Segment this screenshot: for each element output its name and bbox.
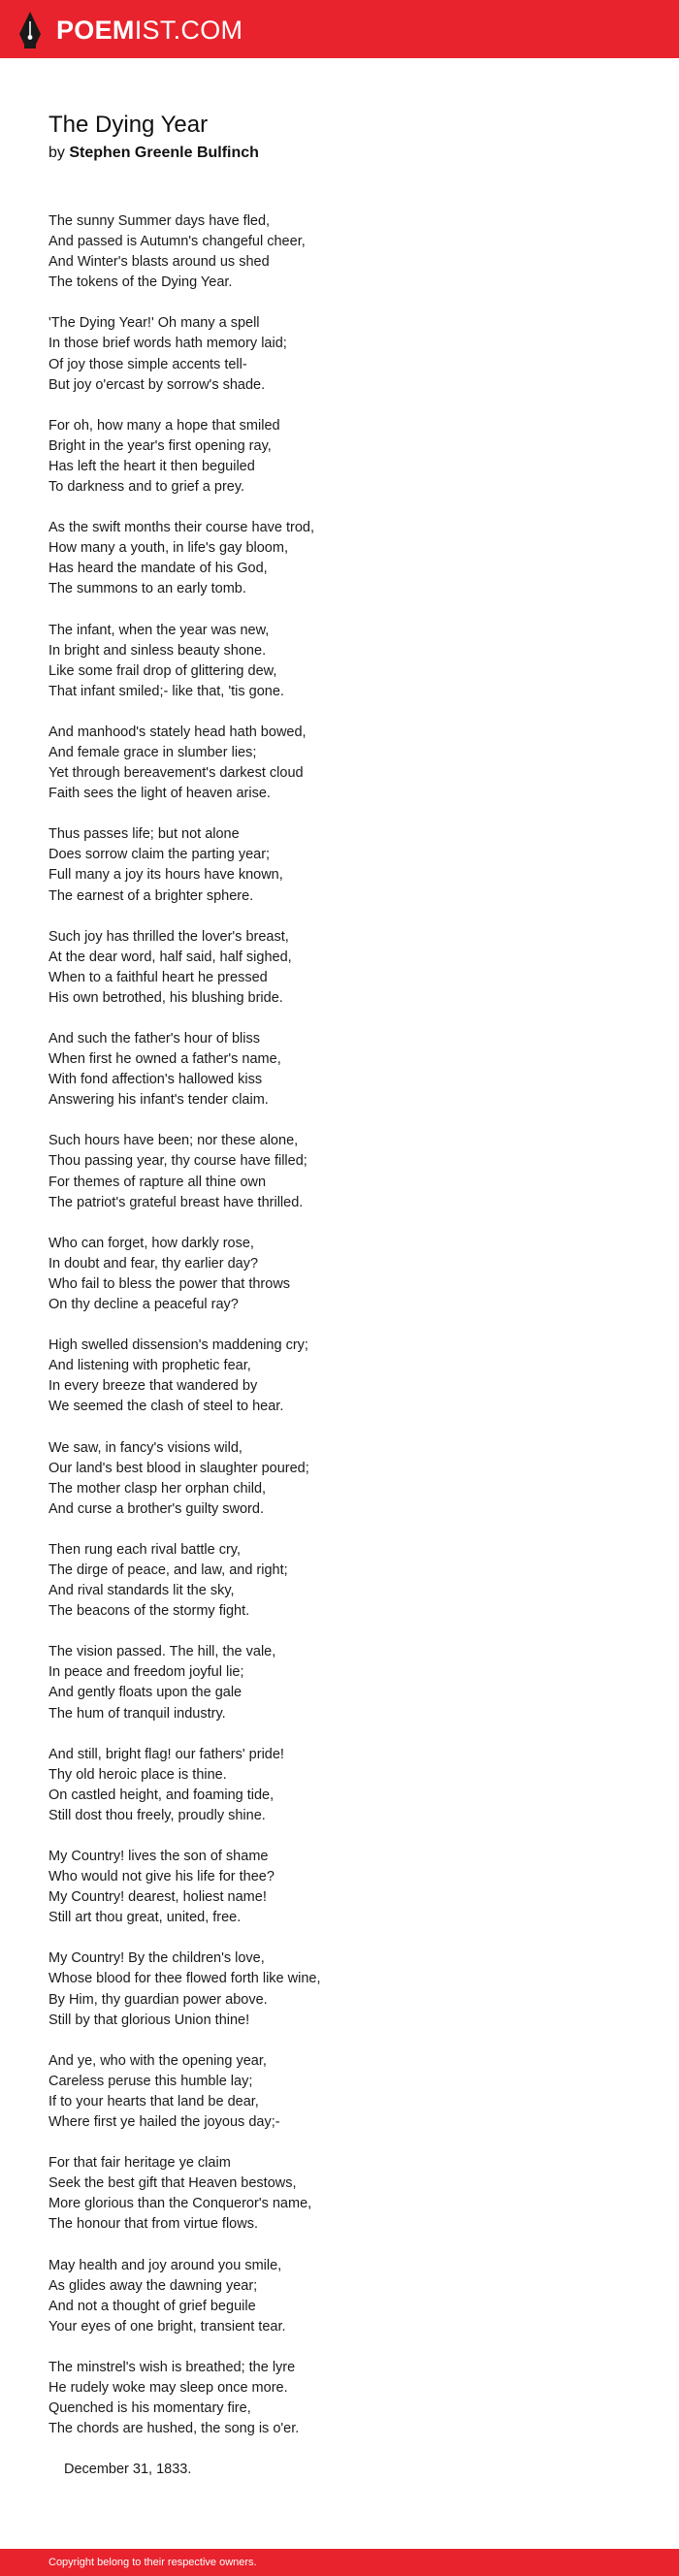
poem-line: And passed is Autumn's changeful cheer, xyxy=(48,234,306,250)
poem-line: The earnest of a brighter sphere. xyxy=(48,887,254,904)
poem-line: And not a thought of grief beguile xyxy=(48,2298,256,2314)
poem-line: And such the father's hour of bliss xyxy=(48,1031,260,1046)
poem-line: That infant smiled;- like that, 'tis gone. xyxy=(48,683,284,699)
poem-line: Does sorrow claim the parting year; xyxy=(48,847,271,863)
stanza xyxy=(48,1131,630,1212)
poem-line: The vision passed. The hill, the vale, xyxy=(48,1644,276,1660)
poem-title: The Dying Year xyxy=(48,112,209,138)
poem-line: Faith sees the light of heaven arise. xyxy=(48,786,271,802)
poem-line: Thus passes life; but not alone xyxy=(48,826,240,843)
poem-line: More glorious than the Conqueror's name, xyxy=(48,2196,312,2212)
stanza xyxy=(48,1438,630,1520)
poem-line: For oh, how many a hope that smiled xyxy=(48,417,280,434)
poem-line: My Country! By the children's love, xyxy=(48,1950,265,1967)
stanza xyxy=(48,824,630,906)
poem-line: And curse a brother's guilty sword. xyxy=(48,1500,264,1517)
poem-line: Who fail to bless the power that throws xyxy=(48,1275,291,1292)
stanza xyxy=(48,313,630,395)
stanza xyxy=(48,1948,630,2030)
site-header xyxy=(0,0,679,58)
poem-line: And female grace in slumber lies; xyxy=(48,744,257,760)
poem-line: As the swift months their course have trod, xyxy=(48,520,315,536)
poem-line: The tokens of the Dying Year. xyxy=(48,274,233,291)
site-footer xyxy=(0,2549,679,2576)
stanza xyxy=(48,2153,630,2235)
poem-line: And manhood's stately head hath bowed, xyxy=(48,724,307,740)
poem-line: When first he owned a father's name, xyxy=(48,1051,281,1068)
poem-line: Who can forget, how darkly rose, xyxy=(48,1235,254,1251)
poem-line: If to your hearts that land be dear, xyxy=(48,2093,259,2109)
stanza xyxy=(48,927,630,1009)
poem-line: When to a faithful heart he pressed xyxy=(48,969,268,985)
poem-line: Our land's best blood in slaughter poured; xyxy=(48,1460,309,1476)
poem-line: We seemed the clash of steel to hear. xyxy=(48,1399,284,1415)
poem-line: And Winter's blasts around us shed xyxy=(48,254,270,271)
poem-line: His own betrothed, his blushing bride. xyxy=(48,989,283,1006)
poem-line: The mother clasp her orphan child, xyxy=(48,1480,267,1497)
stanza xyxy=(48,1642,630,1723)
poem-body xyxy=(48,211,630,2480)
poem-line: The dirge of peace, and law, and right; xyxy=(48,1562,288,1578)
poem-line: To darkness and to grief a prey. xyxy=(48,479,245,496)
poem-line: The honour that from virtue flows. xyxy=(48,2216,258,2233)
poem-line: In bright and sinless beauty shone. xyxy=(48,642,267,659)
stanza xyxy=(48,723,630,804)
poem-line: My Country! dearest, holiest name! xyxy=(48,1889,267,1906)
poem-line: On castled height, and foaming tide, xyxy=(48,1787,275,1803)
poem-line: Full many a joy its hours have known, xyxy=(48,867,283,884)
site-logo-text xyxy=(56,12,242,48)
poem-line: For that fair heritage ye claim xyxy=(48,2155,231,2172)
poem-line: The beacons of the stormy fight. xyxy=(48,1603,250,1620)
poem-line: And gently floats upon the gale xyxy=(48,1685,242,1701)
poem-line: Still art thou great, united, free. xyxy=(48,1910,242,1926)
poem-line: Where first ye hailed the joyous day;- xyxy=(48,2114,280,2131)
poem-byline xyxy=(48,143,259,164)
poem-line: In peace and freedom joyful lie; xyxy=(48,1664,244,1681)
poem-line: The chords are hushed, the song is o'er. xyxy=(48,2421,300,2437)
poem-line: The infant, when the year was new, xyxy=(48,622,270,638)
poem-line: He rudely woke may sleep once more. xyxy=(48,2379,288,2396)
stanza xyxy=(48,621,630,702)
stanza xyxy=(48,1745,630,1826)
poem-line: We saw, in fancy's visions wild, xyxy=(48,1439,242,1456)
poem-line: 'The Dying Year!' Oh many a spell xyxy=(48,315,260,332)
poem-line: Thou passing year, thy course have filled; xyxy=(48,1153,307,1170)
poem-line: Careless peruse this humble lay; xyxy=(48,2073,253,2089)
stanza xyxy=(48,1336,630,1417)
poem-line: Bright in the year's first opening ray, xyxy=(48,437,272,454)
poem-line: Yet through bereavement's darkest cloud xyxy=(48,765,304,782)
author-link[interactable]: Stephen Greenle Bulfinch xyxy=(69,145,259,161)
poem-line: But joy o'ercast by sorrow's shade. xyxy=(48,376,266,393)
poem-line: How many a youth, in life's gay bloom, xyxy=(48,540,288,557)
poem-line: And rival standards lit the sky, xyxy=(48,1583,235,1599)
poem-line: Quenched is his momentary fire, xyxy=(48,2400,251,2417)
poem-line: In every breeze that wandered by xyxy=(48,1378,258,1395)
poem-line: Has heard the mandate of his God, xyxy=(48,561,268,577)
stanza xyxy=(48,1847,630,1928)
poem-line: The hum of tranquil industry. xyxy=(48,1705,226,1722)
poem-line: Then rung each rival battle cry, xyxy=(48,1541,241,1558)
poem-line: At the dear word, half said, half sighed, xyxy=(48,949,292,965)
poem-line: Such hours have been; nor these alone, xyxy=(48,1133,299,1149)
logo-brand: POEM xyxy=(56,16,135,45)
stanza xyxy=(48,416,630,498)
stanza xyxy=(48,2256,630,2337)
stanza xyxy=(48,1029,630,1111)
poem-line: The patriot's grateful breast have thrilled. xyxy=(48,1194,304,1210)
pen-nib-icon xyxy=(17,11,43,49)
byline-prefix: by xyxy=(48,145,65,161)
logo-tld: IST.COM xyxy=(134,16,243,45)
stanza xyxy=(48,1234,630,1315)
poem-line: As glides away the dawning year; xyxy=(48,2277,258,2294)
stanza xyxy=(48,1540,630,1622)
poem-line: And listening with prophetic fear, xyxy=(48,1358,251,1374)
poem-line: With fond affection's hallowed kiss xyxy=(48,1072,263,1088)
stanza xyxy=(48,518,630,599)
poem-line: Such joy has thrilled the lover's breast, xyxy=(48,928,289,945)
poem-line: In those brief words hath memory laid; xyxy=(48,336,287,352)
poem-line: By Him, thy guardian power above. xyxy=(48,1991,268,2008)
poem-line: The minstrel's wish is breathed; the lyre xyxy=(48,2359,296,2375)
poem-line: Seek the best gift that Heaven bestows, xyxy=(48,2175,297,2192)
stanza xyxy=(48,2051,630,2133)
poem-date: December 31, 1833. xyxy=(64,2462,192,2478)
copyright-notice: Copyright belong to their respective owners. xyxy=(48,2557,257,2568)
stanza xyxy=(48,2358,630,2439)
poem-line: And still, bright flag! our fathers' pride! xyxy=(48,1746,284,1762)
poem-line: Answering his infant's tender claim. xyxy=(48,1092,269,1109)
poem-line: My Country! lives the son of shame xyxy=(48,1849,269,1864)
site-logo-link[interactable] xyxy=(17,11,242,49)
stanza xyxy=(48,211,630,293)
poem-line: The summons to an early tomb. xyxy=(48,581,246,597)
poem-line: Who would not give his life for thee? xyxy=(48,1869,275,1885)
poem-line: Of joy those simple accents tell- xyxy=(48,356,247,372)
poem-line: Like some frail drop of glittering dew, xyxy=(48,662,277,679)
poem-line: High swelled dissension's maddening cry; xyxy=(48,1337,308,1354)
poem-line: In doubt and fear, thy earlier day? xyxy=(48,1255,259,1272)
poem-line: For themes of rapture all thine own xyxy=(48,1174,267,1190)
poem-line: May health and joy around you smile, xyxy=(48,2257,282,2273)
poem-line: Has left the heart it then beguiled xyxy=(48,458,255,474)
poem-line: On thy decline a peaceful ray? xyxy=(48,1297,239,1313)
poem-line: The sunny Summer days have fled, xyxy=(48,213,271,229)
stanza-list xyxy=(48,211,630,2439)
poem-line: Still by that glorious Union thine! xyxy=(48,2012,250,2028)
poem-line: Whose blood for thee flowed forth like wine, xyxy=(48,1971,321,1987)
poem-line: And ye, who with the opening year, xyxy=(48,2052,267,2069)
poem-line: Still dost thou freely, proudly shine. xyxy=(48,1807,266,1823)
poem-line: Thy old heroic place is thine. xyxy=(48,1766,227,1783)
poem-line: Your eyes of one bright, transient tear. xyxy=(48,2318,286,2334)
